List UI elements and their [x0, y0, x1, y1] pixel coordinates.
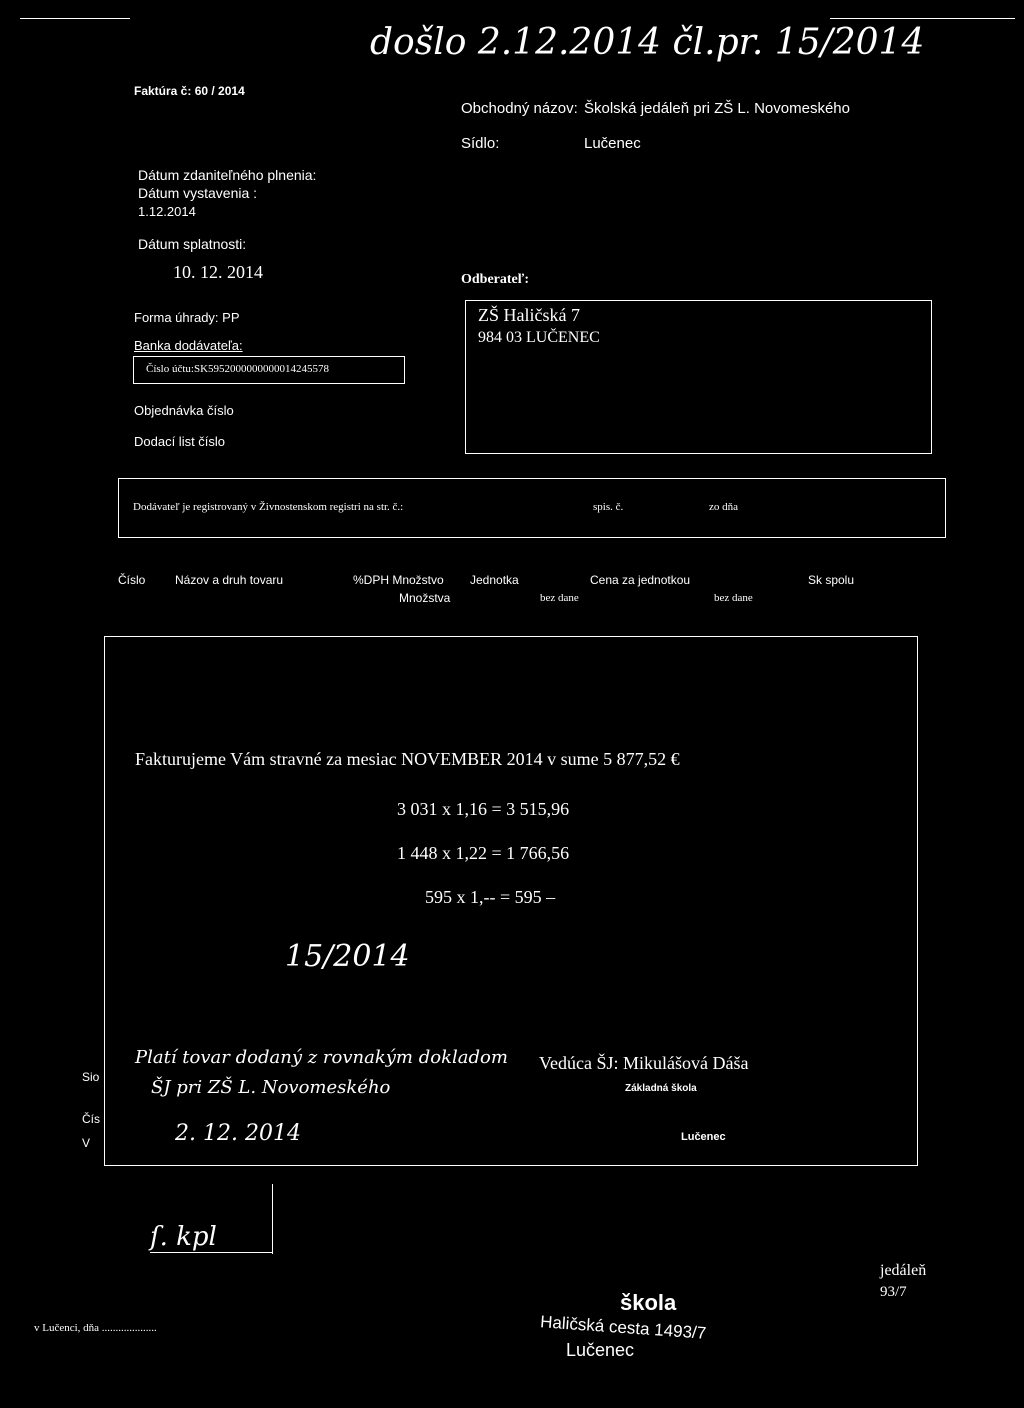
col-number: Číslo [118, 573, 146, 587]
handwritten-note-2: ŠJ pri ZŠ L. Novomeského [151, 1077, 391, 1098]
payment-method: Forma úhrady: PP [134, 310, 240, 325]
delivery-note-label: Dodací list číslo [134, 434, 226, 449]
stamp-right-line2: 93/7 [880, 1284, 907, 1300]
customer-line1: ZŠ Haličská 7 [478, 305, 580, 325]
invoice-label-text: Faktúra č: [134, 84, 192, 98]
invoice-main-text: Fakturujeme Vám stravné za mesiac NOVEMBER 2014 v sume 5 877,52 € [135, 749, 680, 769]
handwritten-number: 15/2014 [285, 939, 410, 974]
due-date-value: 10. 12. 2014 [173, 262, 263, 282]
account-box [133, 356, 405, 384]
taxable-date-label: Dátum zdaniteľného plnenia: [138, 167, 317, 183]
registry-spis: spis. č. [593, 501, 624, 513]
customer-box [465, 300, 932, 454]
col-qty-sub: Množstva [399, 591, 451, 605]
customer-line2: 984 03 LUČENEC [478, 329, 600, 346]
stamp-city: Lučenec [681, 1131, 726, 1143]
supplier-seat-value: Lučenec [584, 135, 641, 152]
signer-name: Vedúca ŠJ: Mikulášová Dáša [539, 1053, 749, 1073]
stamp-school: Základná škola [625, 1083, 697, 1094]
due-date-label: Dátum splatnosti: [138, 236, 247, 252]
account-number: Číslo účtu:SK5952000000000014245578 [146, 363, 330, 375]
left-edge-fragment-3: V [82, 1136, 91, 1150]
registry-text: Dodávateľ je registrovaný v Živnostenskom registri na str. č.: [133, 501, 404, 513]
registry-date: zo dňa [709, 501, 739, 513]
footer-signature: ſ. kpl [150, 1222, 217, 1252]
stamp-right-line1: jedáleň [880, 1262, 927, 1279]
top-rule-right [830, 18, 1015, 19]
calc-line-3: 595 x 1,-- = 595 – [425, 887, 556, 907]
top-rule [20, 18, 130, 19]
invoice-label [134, 84, 245, 98]
col-vat-qty: %DPH Množstvo [353, 573, 444, 587]
handwritten-date: 2. 12. 2014 [175, 1121, 301, 1146]
col-total: Sk spolu [808, 573, 855, 587]
issue-date-label: Dátum vystavenia : [138, 185, 258, 201]
col-price-sub: bez dane [540, 592, 579, 604]
issue-date-value: 1.12.2014 [138, 204, 196, 219]
registry-box [118, 478, 946, 538]
handwritten-received-note: došlo 2.12.2014 čl.pr. 15/2014 [370, 22, 925, 63]
calc-line-2: 1 448 x 1,22 = 1 766,56 [397, 843, 570, 863]
stamp-footer-street: Haličská cesta 1493/7 [539, 1312, 707, 1343]
calc-line-1: 3 031 x 1,16 = 3 515,96 [397, 799, 570, 819]
col-unit: Jednotka [470, 573, 519, 587]
signature-box-right [272, 1184, 273, 1254]
handwritten-note-1: Platí tovar dodaný z rovnakým dokladom [135, 1047, 508, 1068]
supplier-name-label: Obchodný názov: [461, 100, 578, 117]
left-edge-fragment-2: Čís [82, 1112, 100, 1126]
order-number-label: Objednávka číslo [134, 403, 234, 418]
supplier-seat-label: Sídlo: [461, 135, 500, 152]
footer-place-date: v Lučenci, dňa .................... [34, 1322, 157, 1334]
customer-label: Odberateľ: [461, 272, 529, 287]
col-unit-price: Cena za jednotkou [590, 573, 691, 587]
invoice-number: 60 / 2014 [194, 84, 245, 98]
stamp-footer-city: Lučenec [566, 1340, 635, 1360]
signature-line [150, 1252, 272, 1253]
invoice-body-box [104, 636, 918, 1166]
left-edge-fragment-1: Sio [82, 1070, 100, 1084]
bank-label: Banka dodávateľa: [134, 338, 243, 353]
col-name: Názov a druh tovaru [175, 573, 284, 587]
stamp-footer-school: škola [620, 1290, 677, 1315]
supplier-name-value: Školská jedáleň pri ZŠ L. Novomeského [584, 100, 850, 117]
col-total-sub: bez dane [714, 592, 753, 604]
